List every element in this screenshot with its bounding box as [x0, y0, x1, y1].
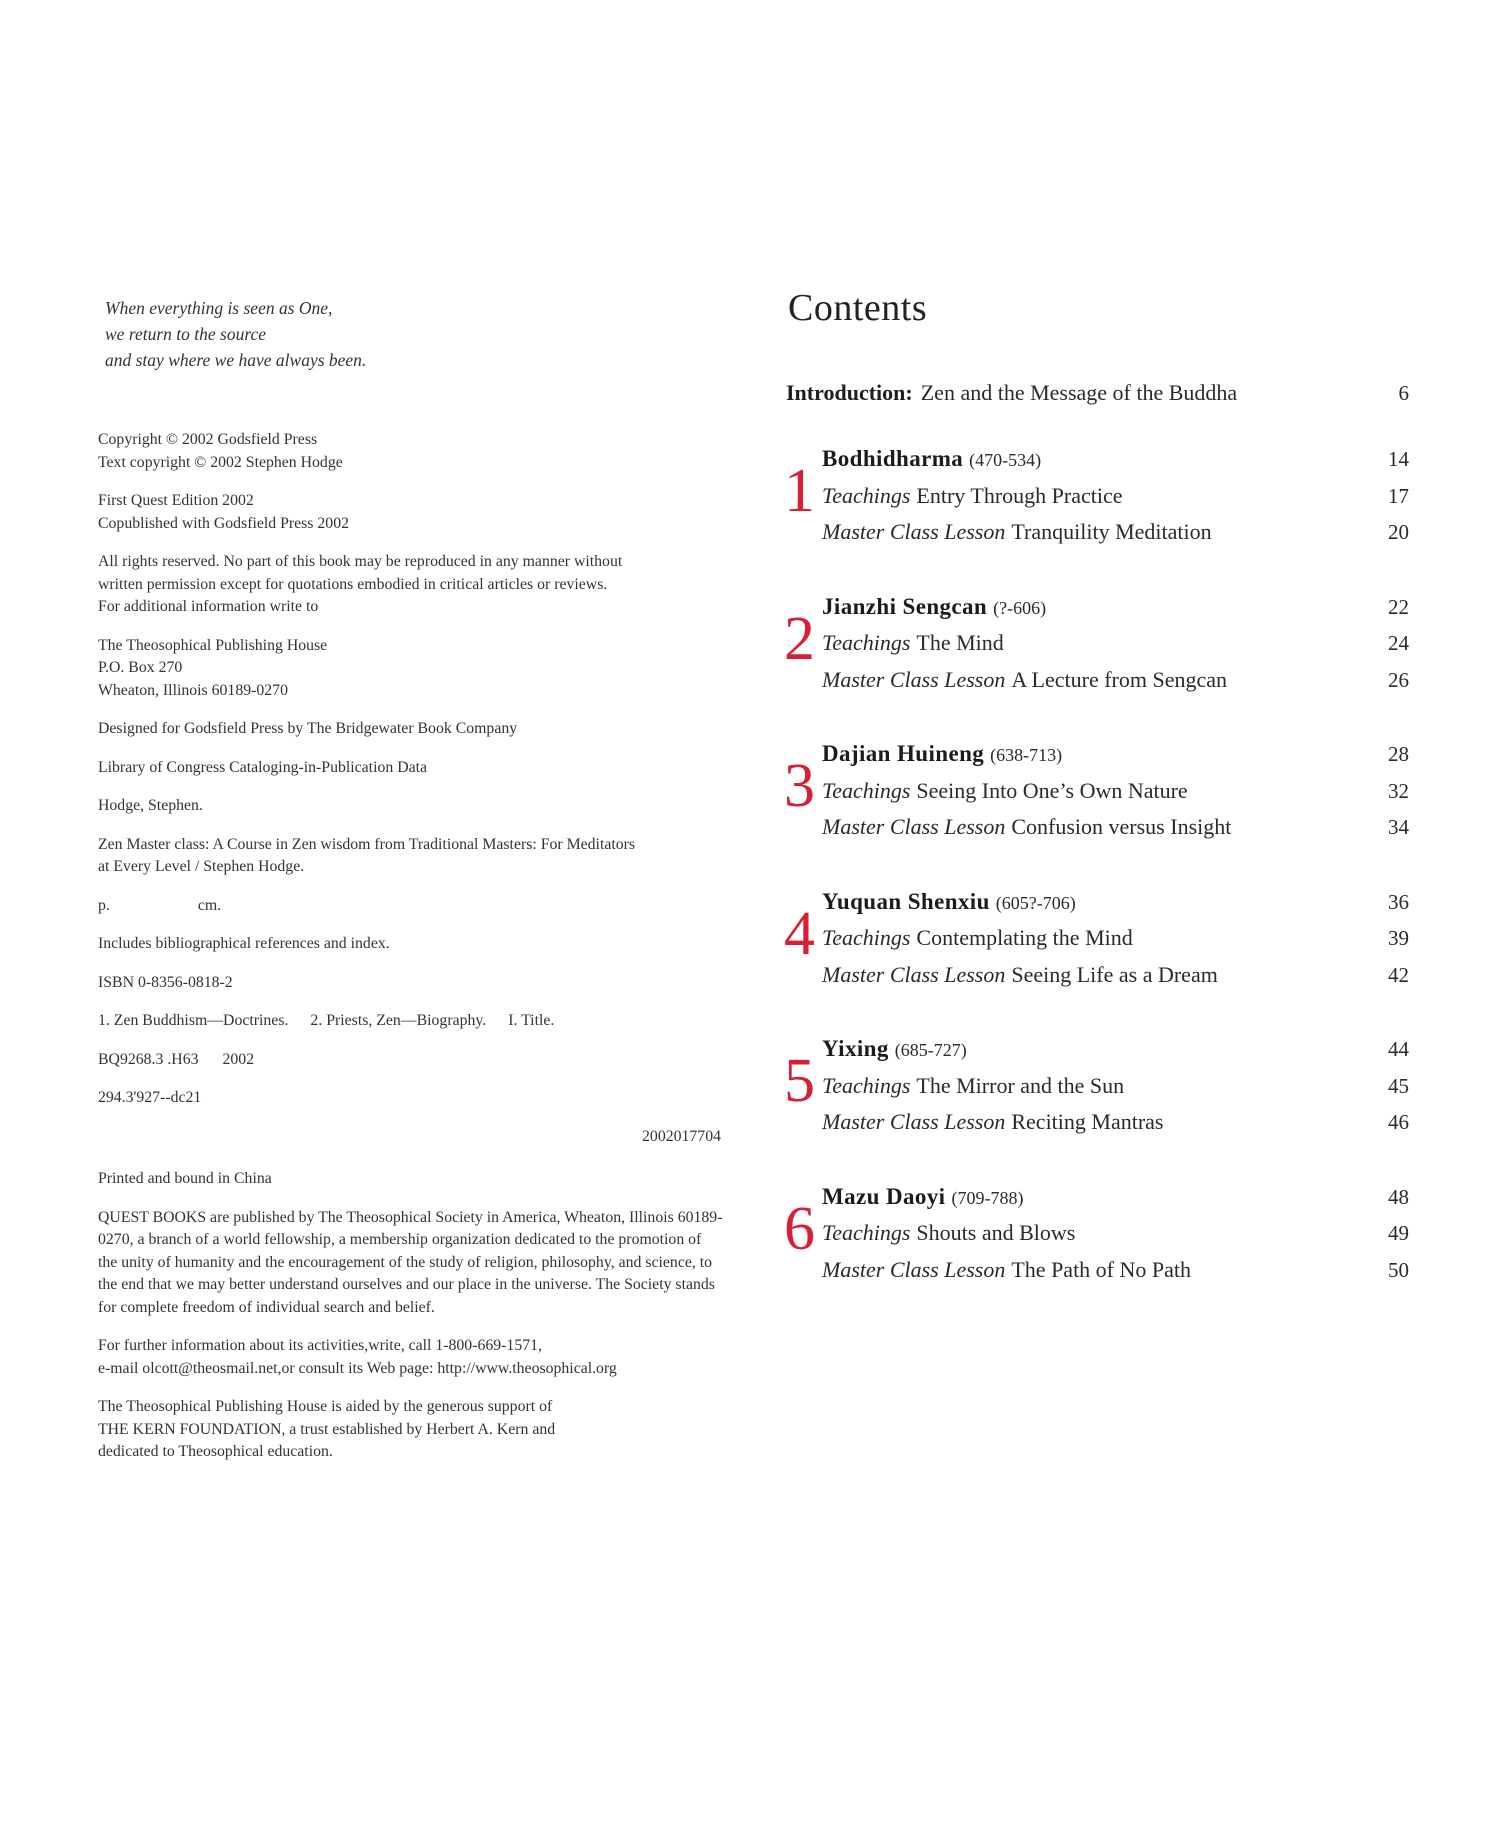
- kern-line: THE KERN FOUNDATION, a trust established by Herbert A. Kern and: [98, 1420, 556, 1438]
- page-number: 17: [1388, 483, 1409, 508]
- call-number-year: 2002: [222, 1050, 255, 1068]
- teachings-label: Teachings: [822, 925, 911, 950]
- toc-lesson-entry[interactable]: [822, 962, 1411, 999]
- toc-master-entry[interactable]: [822, 1036, 1411, 1073]
- kern-line: dedicated to Theosophical education.: [98, 1443, 333, 1460]
- call-number: [98, 1049, 723, 1072]
- toc-introduction[interactable]: [786, 380, 1411, 406]
- epigraph-line: When everything is seen as One,: [105, 298, 333, 318]
- teachings-title: The Mind: [916, 630, 1004, 655]
- lesson-label: Master Class Lesson: [822, 961, 1006, 987]
- further-info-line: For further information about its activities,write, call 1-800-669-1571,: [98, 1337, 542, 1354]
- master-dates: (605?-706): [995, 892, 1076, 913]
- quest-books-paragraph: [98, 1207, 723, 1320]
- teachings-title: Seeing Into One’s Own Nature: [916, 777, 1188, 803]
- includes-note: [98, 933, 723, 956]
- toc-teachings-entry[interactable]: [822, 1073, 1411, 1110]
- teachings-label: Teachings: [822, 1072, 911, 1098]
- master-name: Dajian Huineng: [822, 741, 985, 766]
- chapter-number: 4: [784, 899, 815, 968]
- page-number: 34: [1388, 815, 1409, 839]
- toc-teachings-entry[interactable]: [822, 778, 1411, 815]
- page-number: 45: [1388, 1073, 1409, 1098]
- printed-in: [98, 1168, 723, 1191]
- page-number: 39: [1388, 926, 1409, 950]
- lesson-title: Reciting Mantras: [1011, 1109, 1164, 1134]
- teachings-title: Contemplating the Mind: [916, 925, 1133, 950]
- teachings-title: Shouts and Blows: [916, 1220, 1076, 1245]
- edition-line: First Quest Edition 2002: [98, 492, 254, 509]
- dewey-number: [98, 1087, 723, 1110]
- toc-master-entry[interactable]: [822, 889, 1411, 926]
- master-name: Jianzhi Sengcan: [822, 593, 988, 619]
- page-number: 22: [1388, 594, 1409, 619]
- toc-lesson-entry[interactable]: [822, 667, 1411, 704]
- toc-chapter: [786, 594, 1411, 704]
- lesson-title: The Path of No Path: [1011, 1256, 1192, 1282]
- subject-heading: I. Title.: [508, 1012, 555, 1029]
- page-number: 24: [1388, 631, 1409, 655]
- pages-abbrev: p.: [98, 896, 110, 914]
- master-name: Yixing: [822, 1036, 889, 1061]
- address-line: The Theosophical Publishing House: [98, 636, 328, 654]
- intro-title: Zen and the Message of the Buddha: [920, 380, 1238, 405]
- contents-title: Contents: [788, 287, 928, 329]
- rights-line: All rights reserved. No part of this book may be reproduced in any manner without: [98, 553, 623, 570]
- rights-line: written permission except for quotations embodied in critical articles or reviews.: [98, 575, 608, 593]
- lesson-label: Master Class Lesson: [822, 666, 1006, 692]
- chapter-number: 2: [784, 604, 815, 673]
- cm-abbrev: cm.: [197, 896, 222, 914]
- page-number: 20: [1388, 520, 1409, 544]
- designed-by: [98, 718, 723, 741]
- page-number: 46: [1388, 1110, 1409, 1134]
- toc-teachings-entry[interactable]: [822, 483, 1411, 520]
- chapter-number: 3: [784, 752, 815, 820]
- master-name: Bodhidharma: [822, 446, 964, 471]
- toc-chapter: [786, 1184, 1411, 1294]
- teachings-label: Teachings: [822, 777, 911, 803]
- author-line: Hodge, Stephen.: [98, 797, 203, 814]
- lesson-title: Tranquility Meditation: [1011, 519, 1212, 544]
- lesson-title: Seeing Life as a Dream: [1011, 961, 1218, 987]
- isbn-line: ISBN 0-8356-0818-2: [98, 973, 233, 991]
- dewey-line: 294.3'927--dc21: [98, 1089, 202, 1106]
- call-number-class: BQ9268.3 .H63: [98, 1050, 199, 1068]
- toc-chapter: [786, 889, 1411, 999]
- publisher-address: [98, 635, 723, 703]
- master-dates: (685-727): [894, 1040, 967, 1060]
- chapter-number: 1: [784, 457, 815, 525]
- master-dates: (709-788): [951, 1187, 1024, 1208]
- toc-teachings-entry[interactable]: [822, 925, 1411, 962]
- includes-line: Includes bibliographical references and index.: [98, 935, 390, 952]
- subject-headings: [98, 1010, 723, 1033]
- designed-by-line: Designed for Godsfield Press by The Bridgewater Book Company: [98, 720, 518, 737]
- toc-master-entry[interactable]: [822, 594, 1411, 631]
- copyright-line: Copyright © 2002 Godsfield Press: [98, 431, 318, 448]
- address-line: P.O. Box 270: [98, 659, 183, 676]
- intro-page-number: 6: [1398, 381, 1409, 405]
- master-dates: (?-606): [993, 597, 1047, 618]
- page-number: 26: [1388, 667, 1409, 692]
- master-name: Yuquan Shenxiu: [822, 888, 990, 914]
- chapter-number: 6: [784, 1194, 815, 1263]
- author-entry: [98, 795, 723, 818]
- page-number: 36: [1388, 889, 1409, 914]
- toc-master-entry[interactable]: [822, 1184, 1411, 1221]
- teachings-label: Teachings: [822, 482, 911, 508]
- lesson-label: Master Class Lesson: [822, 1256, 1006, 1282]
- imprint-text: [98, 429, 723, 1464]
- teachings-label: Teachings: [822, 1220, 911, 1245]
- toc-lesson-entry[interactable]: [822, 814, 1411, 851]
- lc-heading: [98, 757, 723, 780]
- epigraph: [105, 295, 723, 373]
- page-number: 42: [1388, 962, 1409, 987]
- master-dates: (638-713): [990, 745, 1063, 765]
- rights-line: For additional information write to: [98, 598, 319, 615]
- edition-line: Copublished with Godsfield Press 2002: [98, 514, 349, 532]
- lccn: 2002017704: [642, 1127, 721, 1145]
- contents-page: [786, 286, 1411, 1331]
- master-dates: (470-534): [969, 450, 1042, 470]
- epigraph-line: and stay where we have always been.: [105, 350, 367, 370]
- lesson-label: Master Class Lesson: [822, 814, 1006, 839]
- kern-line: The Theosophical Publishing House is aided by the generous support of: [98, 1398, 553, 1415]
- kern-foundation-note: [98, 1396, 723, 1464]
- toc-teachings-entry[interactable]: [822, 1220, 1411, 1257]
- title-entry-line: at Every Level / Stephen Hodge.: [98, 858, 305, 875]
- page-number: 14: [1388, 447, 1409, 471]
- lesson-label: Master Class Lesson: [822, 519, 1006, 544]
- teachings-title: The Mirror and the Sun: [916, 1072, 1125, 1098]
- epigraph-line: we return to the source: [105, 324, 267, 344]
- master-name: Mazu Daoyi: [822, 1183, 946, 1209]
- lesson-label: Master Class Lesson: [822, 1109, 1006, 1134]
- copyright-line: Text copyright © 2002 Stephen Hodge: [98, 453, 343, 471]
- toc-lesson-entry[interactable]: [822, 519, 1411, 556]
- page-number: 49: [1388, 1221, 1409, 1245]
- physical-description: [98, 895, 723, 918]
- intro-label: Introduction:: [786, 380, 913, 405]
- subject-heading: 1. Zen Buddhism—Doctrines.: [98, 1012, 289, 1029]
- copyright-block: [98, 429, 723, 474]
- further-info-line: e-mail olcott@theosmail.net,or consult its Web page: http://www.theosophical.org: [98, 1359, 617, 1377]
- toc-chapter: [786, 446, 1411, 556]
- page-number: 48: [1388, 1184, 1409, 1209]
- page-number: 32: [1388, 778, 1409, 803]
- isbn: [98, 972, 723, 995]
- lesson-title: A Lecture from Sengcan: [1011, 666, 1227, 692]
- rights-block: [98, 551, 723, 619]
- lc-heading-line: Library of Congress Cataloging-in-Publication Data: [98, 758, 428, 776]
- subject-heading: 2. Priests, Zen—Biography.: [310, 1012, 487, 1029]
- toc-master-entry[interactable]: [822, 741, 1411, 778]
- toc-chapter: [786, 741, 1411, 851]
- lesson-title: Confusion versus Insight: [1011, 814, 1232, 839]
- title-entry: [98, 834, 723, 879]
- toc-master-entry[interactable]: [822, 446, 1411, 483]
- further-info: [98, 1335, 723, 1380]
- chapter-number: 5: [784, 1047, 815, 1115]
- imprint-page: [98, 295, 723, 1480]
- teachings-title: Entry Through Practice: [916, 482, 1123, 508]
- address-line: Wheaton, Illinois 60189-0270: [98, 681, 288, 699]
- page-number: 44: [1388, 1037, 1409, 1061]
- page-number: 50: [1388, 1257, 1409, 1282]
- toc-lesson-entry[interactable]: [822, 1257, 1411, 1294]
- quest-books-text: QUEST BOOKS are published by The Theosophical Society in America, Wheaton, Illinois 60189-0270, a branch of a world fellowship, a membership organization dedicated to the promotion of the unity of humanity and the encouragement of the study of religion, philosophy, and science, to the end that we may better understand ourselves and our place in the universe. The Society stands for complete freedom of individual search and belief.: [98, 1208, 723, 1316]
- page-number: 28: [1388, 742, 1409, 766]
- title-entry-line: Zen Master class: A Course in Zen wisdom from Traditional Masters: For Meditators: [98, 835, 636, 853]
- printed-line: Printed and bound in China: [98, 1170, 272, 1187]
- teachings-label: Teachings: [822, 630, 911, 655]
- edition-block: [98, 490, 723, 535]
- toc-chapter: [786, 1036, 1411, 1146]
- toc-teachings-entry[interactable]: [822, 630, 1411, 667]
- toc-lesson-entry[interactable]: [822, 1109, 1411, 1146]
